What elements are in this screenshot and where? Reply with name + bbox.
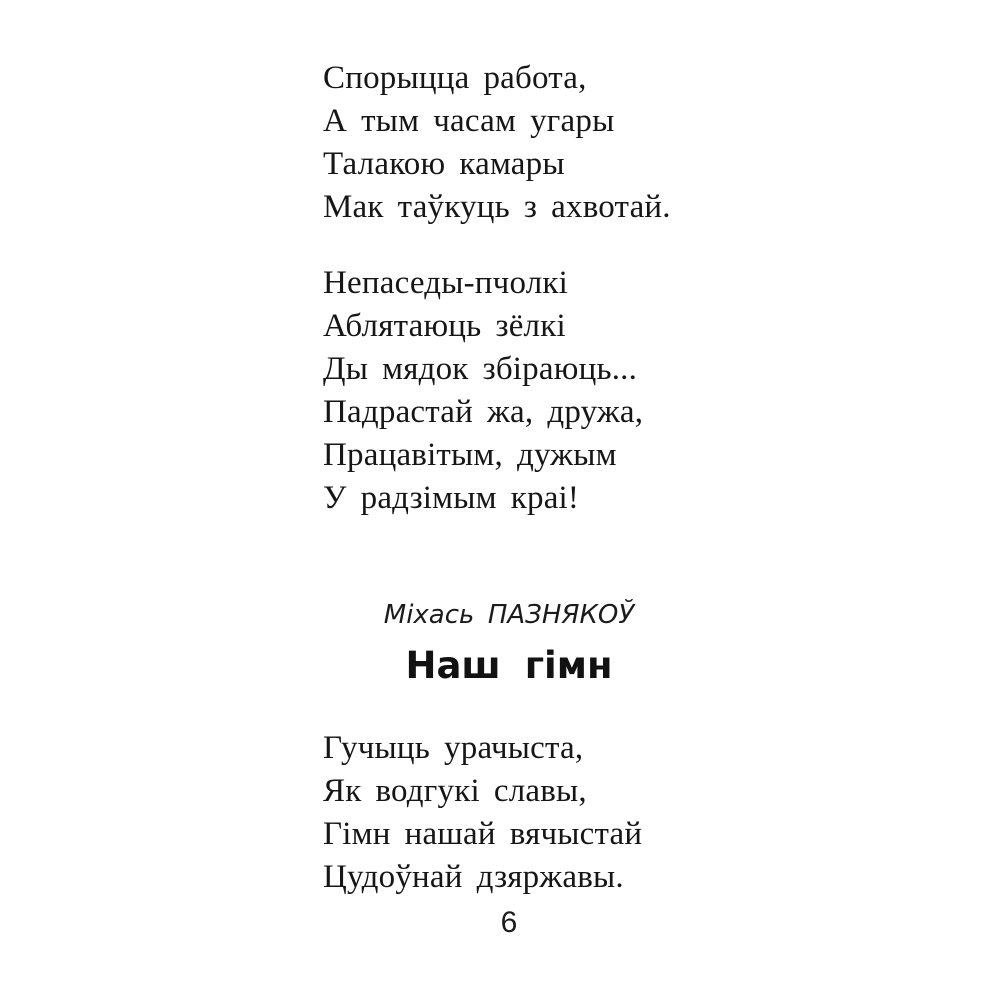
poem-line: Гімн нашай вячыстай — [323, 816, 643, 852]
poem-stanza-3 — [323, 727, 695, 899]
poem-line: Аблятаюць зёлкі — [323, 308, 566, 344]
page-number: 6 — [500, 906, 518, 939]
poem-line: Падрастай жа, дружа, — [323, 394, 644, 430]
poem-line: Працавітым, дужым — [323, 437, 617, 473]
poem-line: Гучыць урачыста, — [323, 730, 584, 766]
poem-line: Непаседы-пчолкі — [323, 265, 568, 301]
poem-stanza-1 — [323, 57, 695, 229]
poem-line: Як водгукі славы, — [323, 773, 587, 809]
poem-author: Міхась ПАЗНЯКОЎ — [383, 600, 635, 630]
poem-title: Наш гімн — [405, 644, 613, 687]
poem-line: Цудоўнай дзяржавы. — [323, 859, 624, 895]
poem-line: Ды мядок збіраюць... — [323, 351, 638, 387]
poem-line: У радзімым краі! — [323, 480, 580, 516]
poem-line: Мак таўкуць з ахвотай. — [323, 189, 671, 225]
poem-line: Талакою камары — [323, 146, 565, 182]
poem-stanza-2 — [323, 262, 695, 520]
poem-line: А тым часам угары — [323, 103, 615, 139]
poem-line: Спорыцца работа, — [323, 60, 587, 96]
